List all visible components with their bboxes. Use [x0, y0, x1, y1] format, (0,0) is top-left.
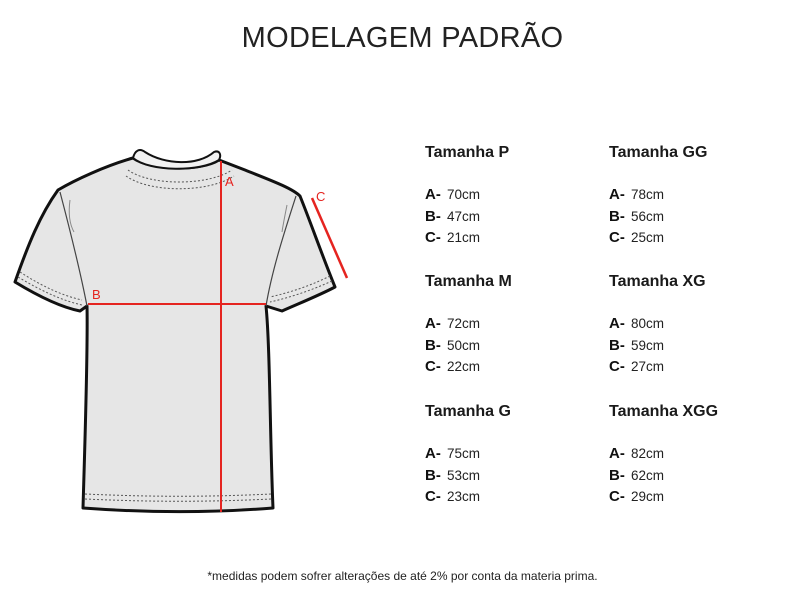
- measure-key: A-: [609, 186, 625, 203]
- measure-key: C-: [609, 229, 625, 246]
- measure-value: 47cm: [447, 208, 481, 224]
- footnote: *medidas podem sofrer alterações de até 2% por conta da materia prima.: [207, 569, 598, 583]
- measure-row-c: [609, 358, 779, 380]
- measure-row-b: [425, 467, 595, 489]
- measure-key: B-: [425, 336, 441, 354]
- measure-key: C-: [425, 229, 441, 246]
- measure-value: 21cm: [447, 230, 481, 245]
- measure-row-a: [609, 186, 779, 208]
- measure-key: A-: [425, 445, 441, 462]
- measure-value: 82cm: [631, 446, 665, 461]
- measure-row-a: [425, 315, 595, 337]
- measure-value: 80cm: [631, 316, 665, 331]
- measure-key: C-: [609, 488, 625, 505]
- measure-value: 78cm: [631, 187, 665, 202]
- measure-value: 72cm: [447, 316, 481, 331]
- measure-row-b: [609, 208, 779, 230]
- size-title: Tamanha M: [425, 273, 512, 290]
- measure-value: 56cm: [631, 208, 665, 224]
- measure-key: B-: [425, 466, 441, 484]
- size-block-xg: [609, 273, 779, 380]
- measure-value: 22cm: [447, 359, 481, 374]
- measure-row-c: [609, 488, 779, 510]
- measure-row-b: [425, 337, 595, 359]
- size-block-xgg: [609, 403, 779, 510]
- size-title: Tamanha G: [425, 403, 511, 420]
- measure-row-c: [425, 358, 595, 380]
- measure-key: C-: [609, 358, 625, 375]
- measure-row-b: [609, 337, 779, 359]
- size-block-gg: [609, 144, 779, 251]
- measure-label-a: A: [225, 174, 234, 189]
- measure-key: A-: [425, 186, 441, 203]
- measure-value: 50cm: [447, 337, 481, 353]
- size-title: Tamanha XG: [609, 273, 706, 290]
- measure-row-a: [609, 445, 779, 467]
- measure-row-a: [609, 315, 779, 337]
- size-title: Tamanha GG: [609, 144, 708, 161]
- measure-value: 62cm: [631, 467, 665, 483]
- size-block-p: [425, 144, 595, 251]
- measure-value: 29cm: [631, 489, 665, 504]
- measure-row-a: [425, 186, 595, 208]
- measure-row-c: [425, 488, 595, 510]
- size-title: Tamanha XGG: [609, 403, 719, 420]
- measure-row-c: [425, 229, 595, 251]
- measure-key: A-: [425, 315, 441, 332]
- measure-value: 59cm: [631, 337, 665, 353]
- measure-value: 25cm: [631, 230, 665, 245]
- size-block-m: [425, 273, 595, 380]
- size-title: Tamanha P: [425, 144, 510, 161]
- measure-row-c: [609, 229, 779, 251]
- tshirt-body: [15, 158, 335, 512]
- size-block-g: [425, 403, 595, 510]
- measure-value: 23cm: [447, 489, 481, 504]
- measure-row-b: [609, 467, 779, 489]
- measure-label-c: C: [316, 189, 326, 204]
- measure-value: 27cm: [631, 359, 665, 374]
- measure-value: 70cm: [447, 187, 481, 202]
- measure-key: B-: [609, 336, 625, 354]
- measure-key: B-: [609, 466, 625, 484]
- measure-value: 75cm: [447, 446, 481, 461]
- measure-row-b: [425, 208, 595, 230]
- measure-value: 53cm: [447, 467, 481, 483]
- tshirt-diagram: [0, 0, 360, 530]
- measure-row-a: [425, 445, 595, 467]
- measure-key: C-: [425, 488, 441, 505]
- measure-key: A-: [609, 445, 625, 462]
- measure-key: C-: [425, 358, 441, 375]
- measure-key: B-: [609, 207, 625, 225]
- measure-label-b: B: [92, 287, 101, 302]
- measure-key: A-: [609, 315, 625, 332]
- measure-key: B-: [425, 207, 441, 225]
- page-title: MODELAGEM PADRÃO: [241, 22, 564, 54]
